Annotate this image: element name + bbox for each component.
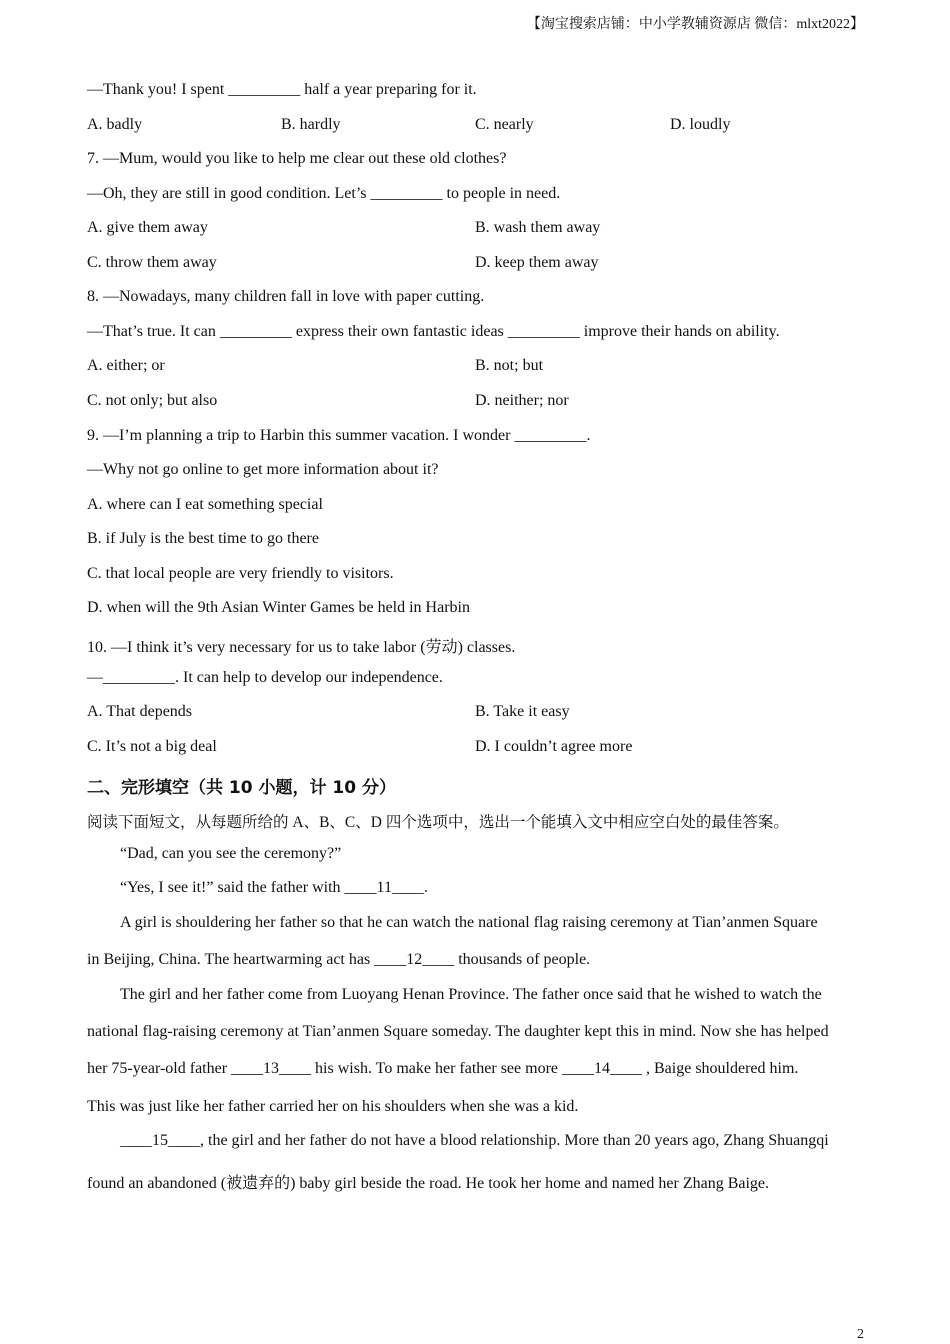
passage-line: This was just like her father carried her on his shoulders when she was a kid.	[87, 1098, 579, 1115]
passage-line: “Yes, I see it!” said the father with ____11____.	[120, 879, 428, 896]
q7-response: —Oh, they are still in good condition. Let’s _________ to people in need.	[87, 185, 561, 202]
q7-option-d: D. keep them away	[475, 254, 599, 271]
q8-option-b: B. not; but	[475, 357, 544, 374]
passage-line: ____15____, the girl and her father do not have a blood relationship. More than 20 years ago, Zhang Shuangqi	[120, 1132, 829, 1149]
passage-line: The girl and her father come from Luoyang Henan Province. The father once said that he wished to watch the	[120, 986, 822, 1003]
q10-option-d: D. I couldn’t agree more	[475, 738, 633, 755]
q7-option-a: A. give them away	[87, 219, 208, 236]
q9-stem: 9. —I’m planning a trip to Harbin this summer vacation. I wonder _________.	[87, 427, 591, 444]
passage-line: “Dad, can you see the ceremony?”	[120, 845, 342, 862]
passage-line: her 75-year-old father ____13____ his wish. To make her father see more ____14____ , Baige shouldered him.	[87, 1060, 799, 1077]
q6-option-c: C. nearly	[475, 116, 534, 133]
section-instruction: 阅读下面短文，从每题所给的 A、B、C、D 四个选项中，选出一个能填入文中相应空白处的最佳答案。	[87, 814, 789, 831]
q7-option-b: B. wash them away	[475, 219, 601, 236]
q8-stem: 8. —Nowadays, many children fall in love with paper cutting.	[87, 288, 485, 305]
q10-response: —_________. It can help to develop our independence.	[87, 669, 443, 686]
q6-option-b: B. hardly	[281, 116, 341, 133]
passage-line: found an abandoned (被遗弃的) baby girl beside the road. He took her home and named her Zhang Baige.	[87, 1175, 770, 1192]
q10-option-c: C. It’s not a big deal	[87, 738, 217, 755]
q6-option-a: A. badly	[87, 116, 143, 133]
passage-line: in Beijing, China. The heartwarming act has ____12____ thousands of people.	[87, 951, 591, 968]
q8-option-d: D. neither; nor	[475, 392, 569, 409]
page-number: 2	[857, 1327, 864, 1342]
q9-option-a: A. where can I eat something special	[87, 496, 323, 513]
q9-option-c: C. that local people are very friendly to visitors.	[87, 565, 394, 582]
q8-option-a: A. either; or	[87, 357, 165, 374]
q6-option-d: D. loudly	[670, 116, 731, 133]
q8-response: —That’s true. It can _________ express their own fantastic ideas _________ improve their hands on ability.	[87, 323, 780, 340]
q7-option-c: C. throw them away	[87, 254, 217, 271]
passage-line: national flag-raising ceremony at Tian’anmen Square someday. The daughter kept this in mind. Now she has helped	[87, 1023, 829, 1040]
q6-response: —Thank you! I spent _________ half a year preparing for it.	[87, 81, 477, 98]
q10-option-b: B. Take it easy	[475, 703, 570, 720]
page-header: 【淘宝搜索店铺：中小学教辅资源店 微信：mlxt2022】	[526, 17, 864, 32]
q9-option-b: B. if July is the best time to go there	[87, 530, 319, 547]
q10-option-a: A. That depends	[87, 703, 193, 720]
passage-line: A girl is shouldering her father so that he can watch the national flag raising ceremony at Tian’anmen Square	[120, 914, 818, 931]
section-title: 二、完形填空（共 10 小题，计 10 分）	[87, 778, 396, 798]
q9-response: —Why not go online to get more information about it?	[87, 461, 439, 478]
q9-option-d: D. when will the 9th Asian Winter Games be held in Harbin	[87, 599, 470, 616]
q10-stem: 10. —I think it’s very necessary for us to take labor (劳动) classes.	[87, 639, 516, 656]
q8-option-c: C. not only; but also	[87, 392, 218, 409]
q7-stem: 7. —Mum, would you like to help me clear out these old clothes?	[87, 150, 507, 167]
